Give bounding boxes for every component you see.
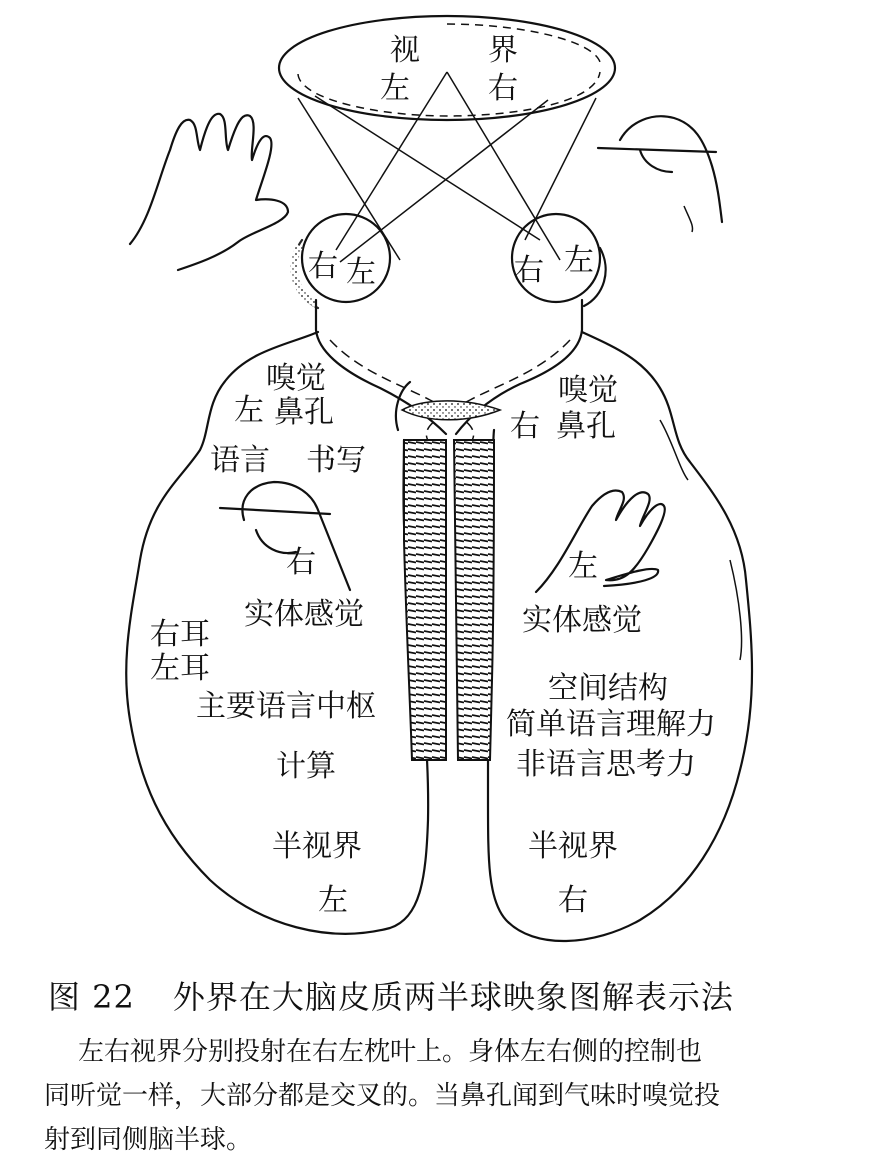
figure-caption-body <box>44 1030 864 1162</box>
left-ear-left-label: 左耳 <box>150 651 210 686</box>
visual-field-title-left: 视 <box>390 33 420 68</box>
writing-hand-upper-right <box>598 116 722 232</box>
right-hand-side-label: 左 <box>568 549 598 584</box>
right-somatosensory-label: 实体感觉 <box>522 603 642 638</box>
right-smell-label: 嗅觉 <box>558 373 618 408</box>
right-simple-language-label: 简单语言理解力 <box>506 707 716 742</box>
open-hand-upper-left <box>130 114 288 270</box>
right-nonverbal-label: 非语言思考力 <box>516 747 696 782</box>
visual-field-title-right: 界 <box>488 33 518 68</box>
right-half-field-side-label: 右 <box>558 883 588 918</box>
figure-number: 图 22 <box>48 978 135 1016</box>
writing-hand-left-hemisphere <box>220 482 350 590</box>
visual-field-left-label: 左 <box>380 71 410 106</box>
visual-field-right-label: 右 <box>488 71 518 106</box>
left-eye-right-label: 右 <box>308 249 338 284</box>
left-calculation-label: 计算 <box>276 749 336 784</box>
left-smell-label: 嗅觉 <box>266 361 326 396</box>
corpus-callosum <box>404 440 494 760</box>
right-nostril-label: 鼻孔 <box>556 409 616 444</box>
left-ear-right-label: 右耳 <box>150 617 210 652</box>
left-hand-side-label: 右 <box>286 545 316 580</box>
left-half-field-label: 半视界 <box>272 829 362 864</box>
caption-line: 同听觉一样，大部分都是交叉的。当鼻孔闻到气味时嗅觉投 <box>44 1081 721 1111</box>
right-eye-right-label: 右 <box>514 253 544 288</box>
optic-chiasm <box>316 300 582 444</box>
left-half-field-side-label: 左 <box>318 883 348 918</box>
optic-projection-lines <box>298 72 596 262</box>
right-nostril-side-label: 右 <box>510 409 540 444</box>
left-nostril-side-label: 左 <box>234 393 264 428</box>
open-hand-right-hemisphere <box>536 491 665 592</box>
left-writing-label: 书写 <box>306 443 366 478</box>
caption-line: 左右视界分别投射在右左枕叶上。身体左右侧的控制也 <box>78 1037 703 1067</box>
left-nostril-label: 鼻孔 <box>274 395 334 430</box>
right-half-field-label: 半视界 <box>528 829 618 864</box>
figure-caption-title <box>48 972 734 1018</box>
right-spatial-label: 空间结构 <box>548 671 668 706</box>
left-somatosensory-label: 实体感觉 <box>244 597 364 632</box>
right-eye-left-label: 左 <box>564 243 594 278</box>
figure-title: 外界在大脑皮质两半球映象图解表示法 <box>172 978 734 1016</box>
left-language-center-label: 主要语言中枢 <box>196 689 376 724</box>
left-language-label: 语言 <box>210 443 270 478</box>
caption-line: 射到同侧脑半球。 <box>44 1125 253 1155</box>
left-eye-left-label: 左 <box>346 255 376 290</box>
